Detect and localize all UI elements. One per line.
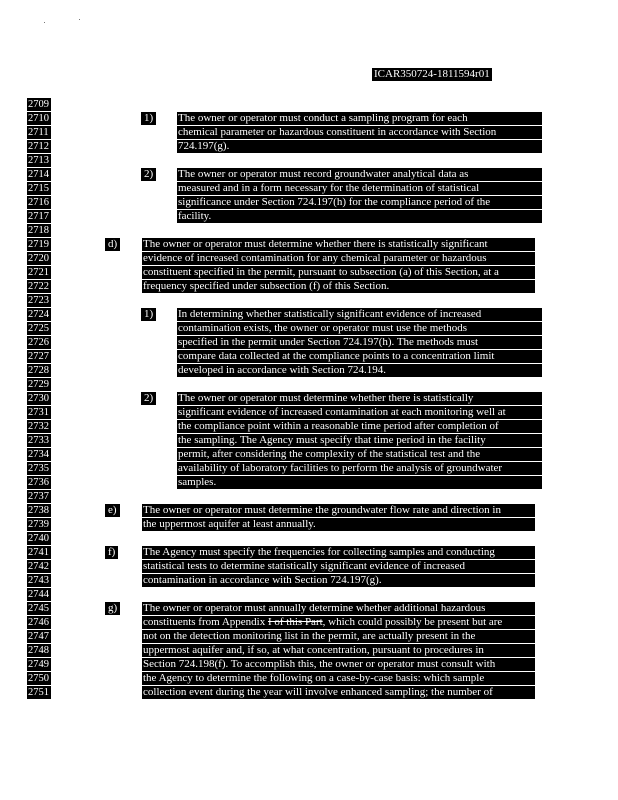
subsection-marker: 1): [141, 308, 156, 321]
line-number: 2745: [28, 603, 49, 614]
text-line: [27, 378, 587, 392]
text-line: [27, 448, 587, 462]
line-text: The owner or operator must determine whether there is statistically significant: [142, 238, 535, 251]
text-line: [27, 686, 587, 700]
text-line: [27, 476, 587, 490]
line-text: In determining whether statistically significant evidence of increased: [177, 308, 542, 321]
line-number: 2744: [28, 589, 49, 600]
line-number: 2712: [28, 141, 49, 152]
line-number: 2751: [28, 687, 49, 698]
line-number: 2729: [28, 379, 49, 390]
line-number: 2718: [28, 225, 49, 236]
text-line: [27, 364, 587, 378]
line-text: measured and in a form necessary for the determination of statistical: [177, 182, 542, 195]
line-number: 2720: [28, 253, 49, 264]
line-number: 2722: [28, 281, 49, 292]
line-text: developed in accordance with Section 724.194.: [177, 364, 542, 377]
text-line: [27, 532, 587, 546]
text-line: [27, 112, 587, 126]
text-line: [27, 672, 587, 686]
text-line: [27, 420, 587, 434]
text-line: [27, 196, 587, 210]
line-number: 2735: [28, 463, 49, 474]
text-line: [27, 140, 587, 154]
line-number: 2748: [28, 645, 49, 656]
line-number: 2746: [28, 617, 49, 628]
line-number: 2739: [28, 519, 49, 530]
line-number: 2736: [28, 477, 49, 488]
text-line: [27, 294, 587, 308]
line-number: 2747: [28, 631, 49, 642]
document-id: ICAR350724-1811594r01: [374, 68, 490, 80]
line-number: 2731: [28, 407, 49, 418]
line-text: chemical parameter or hazardous constituent in accordance with Section: [177, 126, 542, 139]
line-text: The owner or operator must annually determine whether additional hazardous: [142, 602, 535, 615]
text-line: [27, 238, 587, 252]
line-number: 2719: [28, 239, 49, 250]
text-line: [27, 462, 587, 476]
text-line: [27, 616, 587, 630]
line-number: 2715: [28, 183, 49, 194]
line-text: The owner or operator must conduct a sampling program for each: [177, 112, 542, 125]
text-line: [27, 574, 587, 588]
line-text: the sampling. The Agency must specify that time period in the facility: [177, 434, 542, 447]
line-text: significant evidence of increased contamination at each monitoring well at: [177, 406, 542, 419]
line-number: 2725: [28, 323, 49, 334]
line-text: samples.: [177, 476, 542, 489]
line-text: contamination in accordance with Section 724.197(g).: [142, 574, 535, 587]
text-line: [27, 602, 587, 616]
text-line: [27, 406, 587, 420]
line-text: uppermost aquifer and, if so, at what concentration, pursuant to procedures in: [142, 644, 535, 657]
line-number: 2738: [28, 505, 49, 516]
line-text: facility.: [177, 210, 542, 223]
scan-speck: [44, 22, 45, 23]
text-line: [27, 308, 587, 322]
line-number: 2726: [28, 337, 49, 348]
text-line: [27, 336, 587, 350]
text-line: [27, 518, 587, 532]
line-number: 2714: [28, 169, 49, 180]
text-line: [27, 350, 587, 364]
text-line: [27, 210, 587, 224]
subsection-marker: g): [105, 602, 120, 615]
subsection-marker: d): [105, 238, 120, 251]
line-number: 2740: [28, 533, 49, 544]
text-line: [27, 266, 587, 280]
text-line: [27, 252, 587, 266]
line-number: 2737: [28, 491, 49, 502]
line-number: 2733: [28, 435, 49, 446]
line-text: availability of laboratory facilities to perform the analysis of groundwater: [177, 462, 542, 475]
line-number: 2717: [28, 211, 49, 222]
line-number: 2709: [28, 99, 49, 110]
line-number: 2728: [28, 365, 49, 376]
scan-speck: [79, 19, 80, 20]
line-text: the Agency to determine the following on a case-by-case basis: which sample: [142, 672, 535, 685]
line-number: 2749: [28, 659, 49, 670]
text-line: [27, 658, 587, 672]
text-line: [27, 504, 587, 518]
line-text: compare data collected at the compliance points to a concentration limit: [177, 350, 542, 363]
line-number: 2721: [28, 267, 49, 278]
line-text: Section 724.198(f). To accomplish this, the owner or operator must consult with: [142, 658, 535, 671]
line-number: 2716: [28, 197, 49, 208]
line-text: The Agency must specify the frequencies for collecting samples and conducting: [142, 546, 535, 559]
subsection-marker: 2): [141, 392, 156, 405]
subsection-marker: 1): [141, 112, 156, 125]
struck-text: I of this Part: [267, 616, 323, 628]
text-line: [27, 588, 587, 602]
subsection-marker: e): [105, 504, 120, 517]
text-line: [27, 644, 587, 658]
line-text: constituents from Appendix I of this Part, which could possibly be present but are: [142, 616, 535, 629]
line-number: 2713: [28, 155, 49, 166]
line-number: 2734: [28, 449, 49, 460]
line-number: 2750: [28, 673, 49, 684]
text-line: [27, 280, 587, 294]
line-number: 2724: [28, 309, 49, 320]
text-line: [27, 392, 587, 406]
line-text: specified in the permit under Section 724.197(h). The methods must: [177, 336, 542, 349]
line-text: frequency specified under subsection (f) of this Section.: [142, 280, 535, 293]
line-text: statistical tests to determine statistically significant evidence of increased: [142, 560, 535, 573]
text-line: [27, 224, 587, 238]
text-line: [27, 546, 587, 560]
line-text: collection event during the year will involve enhanced sampling; the number of: [142, 686, 535, 699]
subsection-marker: f): [105, 546, 118, 559]
line-text: not on the detection monitoring list in the permit, are actually present in the: [142, 630, 535, 643]
line-number: 2727: [28, 351, 49, 362]
line-number: 2730: [28, 393, 49, 404]
text-line: [27, 126, 587, 140]
line-text: evidence of increased contamination for any chemical parameter or hazardous: [142, 252, 535, 265]
line-text: 724.197(g).: [177, 140, 542, 153]
line-text: the compliance point within a reasonable time period after completion of: [177, 420, 542, 433]
line-text: the uppermost aquifer at least annually.: [142, 518, 535, 531]
line-number: 2743: [28, 575, 49, 586]
text-line: [27, 630, 587, 644]
line-text: constituent specified in the permit, pursuant to subsection (a) of this Section, at a: [142, 266, 535, 279]
line-number: 2741: [28, 547, 49, 558]
line-text: contamination exists, the owner or operator must use the methods: [177, 322, 542, 335]
text-line: [27, 490, 587, 504]
text-line: [27, 560, 587, 574]
line-text: The owner or operator must record groundwater analytical data as: [177, 168, 542, 181]
line-text: significance under Section 724.197(h) for the compliance period of the: [177, 196, 542, 209]
line-number: 2723: [28, 295, 49, 306]
subsection-marker: 2): [141, 168, 156, 181]
text-line: [27, 168, 587, 182]
line-text: The owner or operator must determine the groundwater flow rate and direction in: [142, 504, 535, 517]
line-text: The owner or operator must determine whether there is statistically: [177, 392, 542, 405]
line-number: 2711: [27, 126, 51, 139]
text-line: [27, 154, 587, 168]
line-number: 2732: [28, 421, 49, 432]
text-line: [27, 98, 587, 112]
line-text: permit, after considering the complexity of the statistical test and the: [177, 448, 542, 461]
text-line: [27, 434, 587, 448]
line-number: 2710: [28, 113, 49, 124]
text-line: [27, 182, 587, 196]
text-line: [27, 322, 587, 336]
line-number: 2742: [28, 561, 49, 572]
